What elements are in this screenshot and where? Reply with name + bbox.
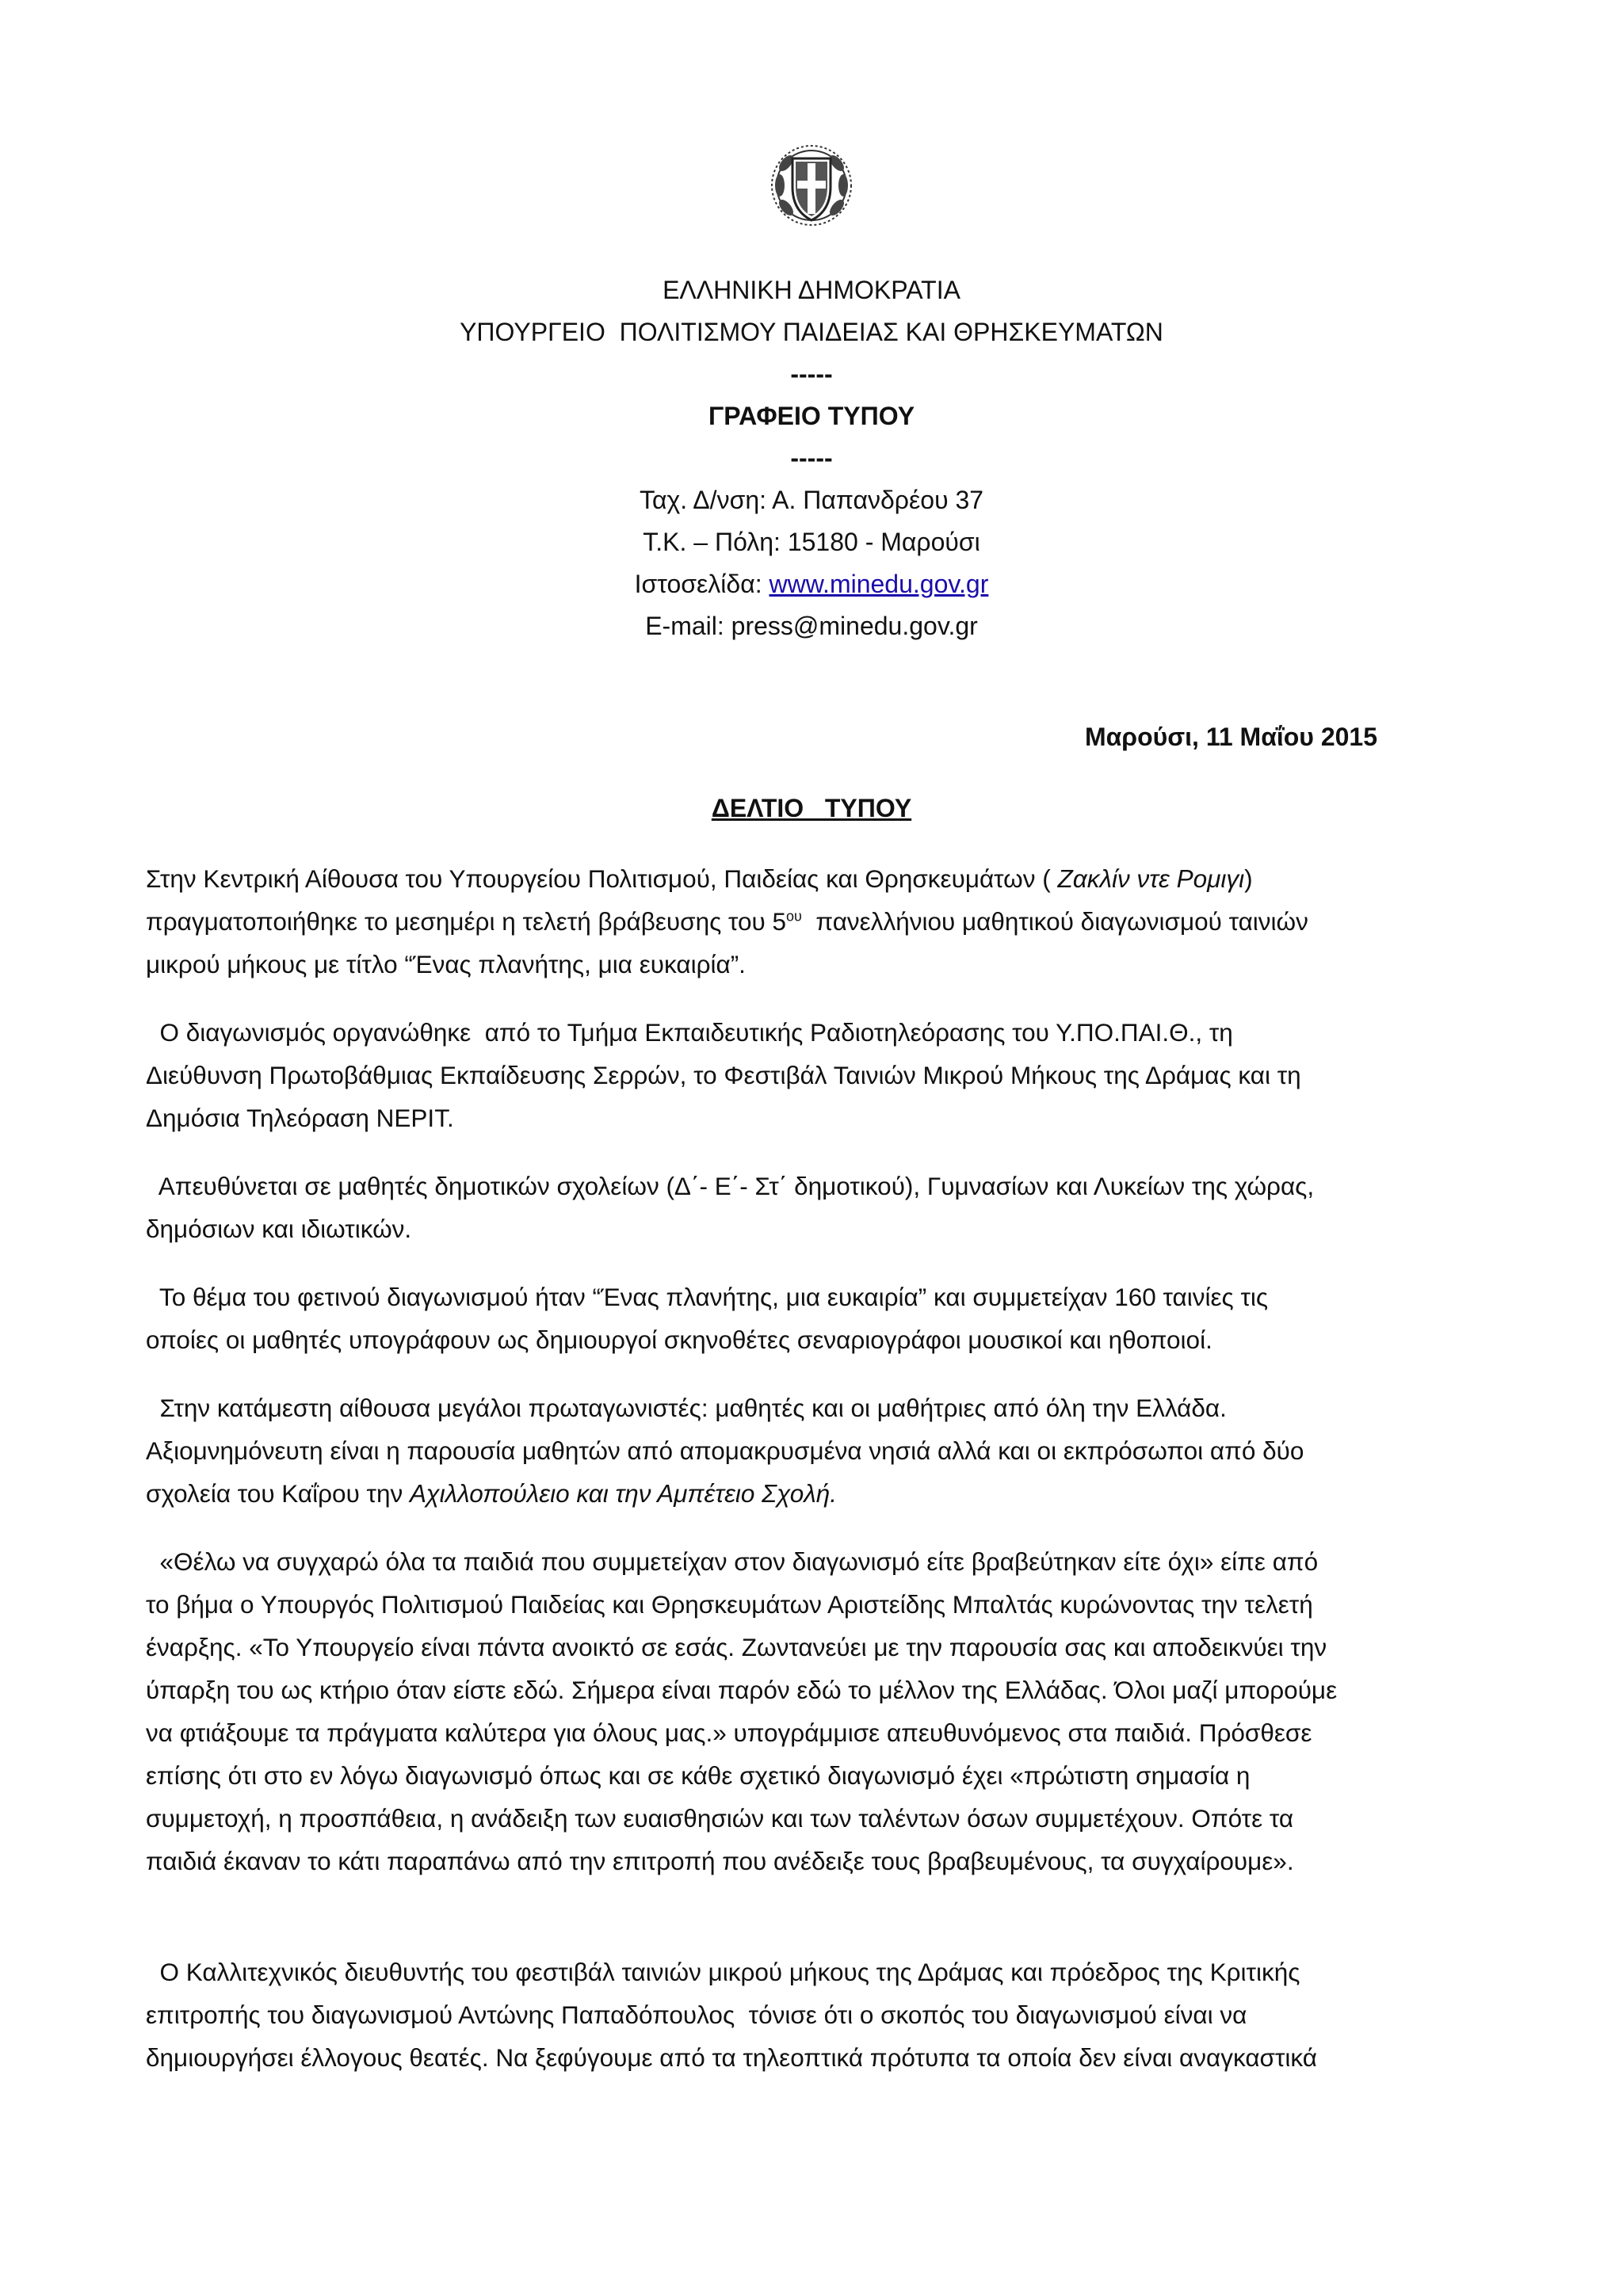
separator-top: -----: [790, 360, 833, 388]
text-line: Διεύθυνση Πρωτοβάθμιας Εκπαίδευσης Σερρών, το Φεστιβάλ Ταινιών Μικρού Μήκους της Δράμας και τη: [146, 1061, 1301, 1089]
postal-city: Τ.Κ. – Πόλη: 15180 - Μαρούσι: [643, 528, 980, 556]
paragraph-1: [146, 857, 1477, 986]
paragraph-4: [146, 1276, 1477, 1361]
text-line: ύπαρξη του ως κτήριο όταν είστε εδώ. Σήμερα είναι παρόν εδώ το μέλλον της Ελλάδας. Όλοι μαζί μπορούμε: [146, 1676, 1338, 1704]
text-line: συμμετοχή, η προσπάθεια, η ανάδειξη των ευαισθησιών και των ταλέντων όσων συμμετέχουν. Οπότε τα: [146, 1804, 1294, 1833]
text-line: δημόσιων και ιδιωτικών.: [146, 1215, 412, 1243]
text-line: Απευθύνεται σε μαθητές δημοτικών σχολείων (Δ΄- Ε΄- Στ΄ δημοτικού), Γυμνασίων και Λυκείων της χώρας,: [146, 1172, 1315, 1200]
text-span: σχολεία του Καΐρου την: [146, 1479, 411, 1508]
paragraph-2: [146, 1011, 1477, 1139]
text-line: δημιουργήσει έλλογους θεατές. Να ξεφύγουμε από τα τηλεοπτικά πρότυπα τα οποία δεν είναι αναγκαστικά: [146, 2043, 1318, 2072]
text-span: πραγματοποιήθηκε το μεσημέρι η τελετή βράβευσης του 5: [146, 907, 787, 936]
text-line: «Θέλω να συγχαρώ όλα τα παιδιά που συμμετείχαν στον διαγωνισμό είτε βραβεύτηκαν είτε όχι» είπε από: [146, 1547, 1319, 1576]
italic-name: Ζακλίν ντε Ρομιγι: [1057, 864, 1245, 893]
separator-bottom: -----: [790, 444, 833, 472]
text-line: επιτροπής του διαγωνισμού Αντώνης Παπαδόπουλος τόνισε ότι ο σκοπός του διαγωνισμού είναι να: [146, 2000, 1247, 2029]
text-line: να φτιάξουμε τα πράγματα καλύτερα για όλους μας.» υπογράμμισε απευθυνόμενος στα παιδιά. Πρόσθεσε: [146, 1718, 1312, 1747]
text-span: Στην Κεντρική Αίθουσα του Υπουργείου Πολιτισμού, Παιδείας και Θρησκευμάτων (: [146, 864, 1058, 893]
postal-address: Ταχ. Δ/νση: Α. Παπανδρέου 37: [639, 486, 984, 514]
paragraph-7: [146, 1951, 1477, 2079]
text-line: Αξιομνημόνευτη είναι η παρουσία μαθητών από απομακρυσμένα νησιά αλλά και οι εκπρόσωποι από δύο: [146, 1436, 1304, 1465]
website-link[interactable]: www.minedu.gov.gr: [769, 570, 989, 598]
document-title-text: ΔΕΛΤΙΟ ΤΥΠΟΥ: [711, 794, 912, 822]
text-line: μικρού μήκους με τίτλο “Ένας πλανήτης, μια ευκαιρία”.: [146, 950, 746, 978]
text-line: Δημόσια Τηλεόραση ΝΕΡΙΤ.: [146, 1104, 454, 1132]
text-line: Στην κατάμεστη αίθουσα μεγάλοι πρωταγωνιστές: μαθητές και οι μαθήτριες από όλη την Ελλάδα.: [146, 1394, 1227, 1422]
release-date: Μαρούσι, 11 Μαΐου 2015: [1084, 723, 1377, 751]
text-line: Ο διαγωνισμός οργανώθηκε από το Τμήμα Εκπαιδευτικής Ραδιοτηλεόρασης του Υ.ΠΟ.ΠΑΙ.Θ., τη: [146, 1018, 1233, 1047]
text-line: [146, 1472, 1477, 1515]
text-line: οποίες οι μαθητές υπογράφουν ως δημιουργοί σκηνοθέτες σεναριογράφοι μουσικοί και ηθοποιοί.: [146, 1325, 1212, 1354]
text-line: [146, 900, 1477, 943]
superscript-ordinal: ου: [786, 908, 802, 925]
text-line: Ο Καλλιτεχνικός διευθυντής του φεστιβάλ ταινιών μικρού μήκους της Δράμας και πρόεδρος της Κριτικής: [146, 1958, 1300, 1986]
ministry-title: ΥΠΟΥΡΓΕΙΟ ΠΟΛΙΤΙΣΜΟΥ ΠΑΙΔΕΙΑΣ ΚΑΙ ΘΡΗΣΚΕΥΜΑΤΩΝ: [460, 318, 1163, 346]
text-line: το βήμα ο Υπουργός Πολιτισμού Παιδείας και Θρησκευμάτων Αριστείδης Μπαλτάς κυρώνοντας την τελετή: [146, 1590, 1313, 1619]
text-line: παιδιά έκαναν το κάτι παραπάνω από την επιτροπή που ανέδειξε τους βραβευμένους, τα συγχαίρουμε».: [146, 1847, 1294, 1875]
greek-coat-of-arms-emblem: [762, 135, 861, 233]
paragraph-3: [146, 1165, 1477, 1250]
republic-title: ΕΛΛΗΝΙΚΗ ΔΗΜΟΚΡΑΤΙΑ: [663, 276, 960, 304]
document-title: [0, 791, 1623, 826]
text-line: [146, 857, 1477, 900]
text-line: επίσης ότι στο εν λόγω διαγωνισμό όπως και σε κάθε σχετικό διαγωνισμό έχει «πρώτιστη σημασία η: [146, 1761, 1251, 1790]
text-span: πανελλήνιου μαθητικού διαγωνισμού ταινιών: [801, 907, 1308, 936]
website-line: [0, 563, 1623, 605]
text-line: Το θέμα του φετινού διαγωνισμού ήταν “Ένας πλανήτης, μια ευκαιρία” και συμμετείχαν 160 ταινίες τις: [146, 1283, 1269, 1311]
paragraph-6: [146, 1540, 1477, 1882]
text-line: έναρξης. «Το Υπουργείο είναι πάντα ανοικτό σε εσάς. Ζωντανεύει με την παρουσία σας και αποδεικνύει την: [146, 1633, 1327, 1661]
italic-school-names: Αχιλλοπούλειο και την Αμπέτειο Σχολή.: [410, 1479, 837, 1508]
letterhead: [0, 269, 1623, 647]
website-label: Ιστοσελίδα:: [634, 570, 769, 598]
text-span: ): [1244, 864, 1253, 893]
paragraph-5: [146, 1386, 1477, 1515]
email-line: E-mail: press@minedu.gov.gr: [645, 612, 978, 640]
press-office-title: ΓΡΑΦΕΙΟ ΤΥΠΟΥ: [708, 402, 915, 430]
